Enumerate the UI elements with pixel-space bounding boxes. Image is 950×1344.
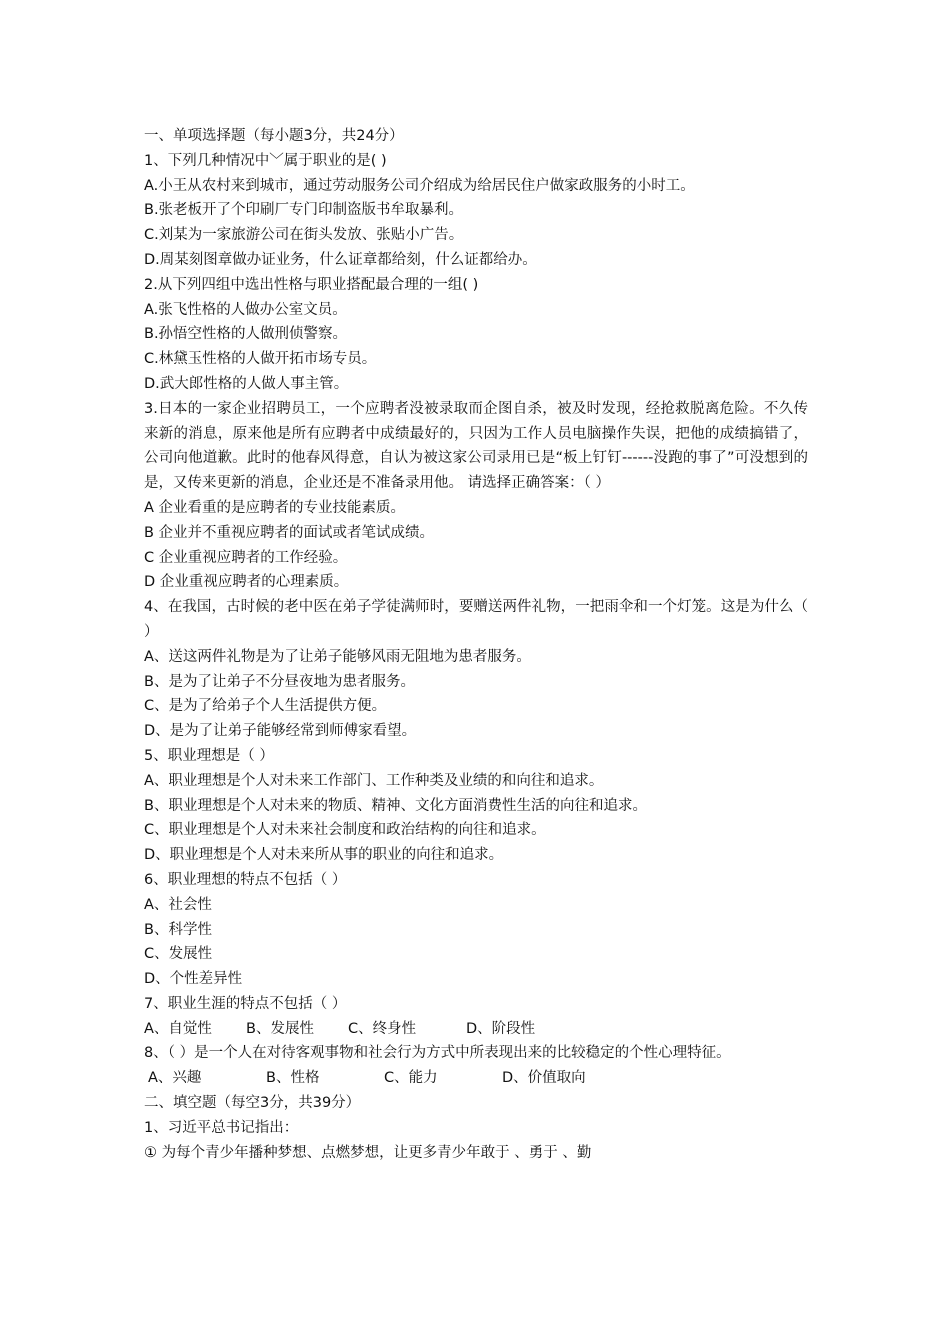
q3-option-b: B 企业并不重视应聘者的面试或者笔试成绩。	[144, 524, 435, 541]
q7-option-a: A、自觉性	[144, 1020, 212, 1037]
q6-stem: 6、职业理想的特点不包括（ ）	[144, 871, 347, 888]
q3-option-a: A 企业看重的是应聘者的专业技能素质。	[144, 499, 406, 516]
q6-option-d: D、个性差异性	[144, 971, 243, 988]
q1-option-b: B.张老板开了个印刷厂专门印制盗版书牟取暴利。	[144, 202, 464, 219]
q2-option-c: C.林黛玉性格的人做开拓市场专员。	[144, 351, 377, 368]
q8-option-a: A、兴趣	[148, 1070, 202, 1087]
q6-option-c: C、发展性	[144, 946, 213, 963]
q7-option-d: D、阶段性	[466, 1020, 536, 1037]
q4-option-b: B、是为了让弟子不分昼夜地为患者服务。	[144, 673, 415, 690]
fill-q1-item1: ① 为每个青少年播种梦想、点燃梦想，让更多青少年敢于 、勇于 、勤	[144, 1144, 592, 1161]
q5-stem: 5、职业理想是（ ）	[144, 747, 274, 764]
q6-option-b: B、科学性	[144, 921, 212, 938]
q7-stem: 7、职业生涯的特点不包括（ ）	[144, 995, 347, 1012]
q3-option-c: C 企业重视应聘者的工作经验。	[144, 549, 348, 566]
q7-options	[144, 1017, 808, 1042]
exam-page	[144, 124, 808, 1165]
q8-option-d: D、价值取向	[502, 1070, 586, 1087]
q2-stem: 2.从下列四组中选出性格与职业搭配最合理的一组( )	[144, 276, 479, 293]
q1-option-d: D.周某刻图章做办证业务，什么证章都给刻，什么证都给办。	[144, 251, 537, 268]
q8-option-b: B、性格	[266, 1070, 320, 1087]
q1-stem: 1、下列几种情况中﹀属于职业的是( )	[144, 152, 387, 169]
q4-option-c: C、是为了给弟子个人生活提供方便。	[144, 698, 387, 715]
q2-option-a: A.张飞性格的人做办公室文员。	[144, 301, 347, 318]
q5-option-a: A、职业理想是个人对未来工作部门、工作种类及业绩的和向往和追求。	[144, 772, 604, 789]
section2-heading: 二、填空题（每空3分，共39分）	[144, 1095, 361, 1112]
q2-option-b: B.孙悟空性格的人做刑侦警察。	[144, 326, 348, 343]
fill-q1-stem: 1、习近平总书记指出：	[144, 1119, 299, 1136]
q5-option-b: B、职业理想是个人对未来的物质、精神、文化方面消费性生活的向往和追求。	[144, 797, 647, 814]
q5-option-c: C、职业理想是个人对未来社会制度和政治结构的向往和追求。	[144, 822, 546, 839]
q8-option-c: C、能力	[384, 1070, 438, 1087]
q8-stem: 8、（ ）是一个人在对待客观事物和社会行为方式中所表现出来的比较稳定的个性心理特征。	[144, 1045, 731, 1062]
q8-options	[144, 1066, 808, 1091]
q1-option-a: A.小王从农村来到城市，通过劳动服务公司介绍成为给居民住户做家政服务的小时工。	[144, 177, 695, 194]
q5-option-d: D、职业理想是个人对未来所从事的职业的向往和追求。	[144, 847, 504, 864]
q3-option-d: D 企业重视应聘者的心理素质。	[144, 574, 349, 591]
q1-option-c: C.刘某为一家旅游公司在街头发放、张贴小广告。	[144, 227, 464, 244]
q2-option-d: D.武大郎性格的人做人事主管。	[144, 375, 349, 392]
q7-option-c: C、终身性	[348, 1020, 417, 1037]
q3-stem: 3.日本的一家企业招聘员工，一个应聘者没被录取而企图自杀，被及时发现，经抢救脱离危险。不久传来新的消息，原来他是所有应聘者中成绩最好的，只因为工作人员电脑操作失误，把他的成绩搞错了，公司向他道歉。此时的他春风得意，自认为被这家公司录用已是“板上钉钉------没跑的事了”可没想到的是，又传来更新的消息，企业还是不准备录用他。 请选择正确答案：（ ）	[144, 400, 808, 492]
q7-option-b: B、发展性	[246, 1020, 314, 1037]
q4-stem: 4、在我国，古时候的老中医在弟子学徒满师时，要赠送两件礼物，一把雨伞和一个灯笼。这是为什么（ ）	[144, 599, 808, 640]
q4-option-d: D、是为了让弟子能够经常到师傅家看望。	[144, 723, 417, 740]
q6-option-a: A、社会性	[144, 896, 212, 913]
q4-option-a: A、送这两件礼物是为了让弟子能够风雨无阻地为患者服务。	[144, 648, 531, 665]
section1-heading: 一、单项选择题（每小题3分，共24分）	[144, 128, 404, 144]
